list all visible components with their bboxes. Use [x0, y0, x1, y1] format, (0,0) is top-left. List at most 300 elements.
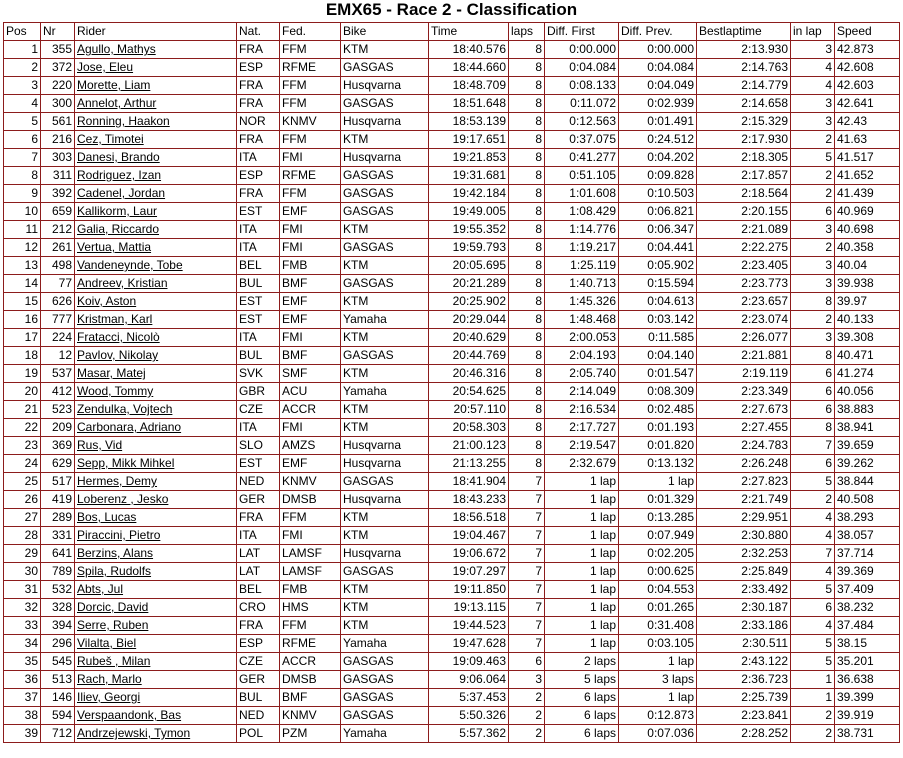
table-row [4, 689, 900, 707]
cell-pos: 34 [4, 635, 41, 653]
cell-laps: 8 [509, 203, 545, 221]
cell-nr: 372 [41, 59, 75, 77]
cell-bestlaptime: 2:23.349 [697, 383, 791, 401]
cell-diff-first: 1 lap [545, 599, 619, 617]
cell-nr: 545 [41, 653, 75, 671]
table-row [4, 527, 900, 545]
cell-diff-prev: 0:04.049 [619, 77, 697, 95]
cell-in-lap: 5 [791, 653, 835, 671]
cell-rider[interactable]: Agullo, Mathys [75, 41, 237, 59]
cell-rider[interactable]: Fratacci, Nicolò [75, 329, 237, 347]
cell-fed: LAMSF [280, 545, 341, 563]
cell-laps: 3 [509, 671, 545, 689]
cell-laps: 8 [509, 329, 545, 347]
cell-fed: BMF [280, 689, 341, 707]
table-row [4, 563, 900, 581]
cell-rider[interactable]: Iliev, Georgi [75, 689, 237, 707]
cell-diff-first: 6 laps [545, 707, 619, 725]
cell-pos: 3 [4, 77, 41, 95]
cell-pos: 20 [4, 383, 41, 401]
table-row [4, 221, 900, 239]
cell-rider[interactable]: Pavlov, Nikolay [75, 347, 237, 365]
cell-in-lap: 3 [791, 113, 835, 131]
column-header-pos: Pos [4, 23, 41, 41]
cell-rider[interactable]: Hermes, Demy [75, 473, 237, 491]
cell-bestlaptime: 2:27.823 [697, 473, 791, 491]
cell-nat: FRA [237, 617, 280, 635]
cell-nat: LAT [237, 545, 280, 563]
cell-diff-prev: 0:04.084 [619, 59, 697, 77]
cell-rider[interactable]: Kristman, Karl [75, 311, 237, 329]
cell-diff-first: 2 laps [545, 653, 619, 671]
cell-nat: BUL [237, 275, 280, 293]
cell-bike: GASGAS [341, 689, 429, 707]
cell-nat: BEL [237, 581, 280, 599]
cell-laps: 7 [509, 581, 545, 599]
cell-nr: 303 [41, 149, 75, 167]
table-row [4, 545, 900, 563]
cell-speed: 39.659 [835, 437, 900, 455]
cell-bike: GASGAS [341, 707, 429, 725]
cell-pos: 26 [4, 491, 41, 509]
cell-fed: AMZS [280, 437, 341, 455]
cell-nr: 394 [41, 617, 75, 635]
cell-laps: 7 [509, 635, 545, 653]
cell-bestlaptime: 2:14.779 [697, 77, 791, 95]
cell-speed: 39.308 [835, 329, 900, 347]
cell-in-lap: 3 [791, 221, 835, 239]
cell-time: 19:17.651 [429, 131, 509, 149]
cell-diff-prev: 0:12.873 [619, 707, 697, 725]
cell-time: 19:42.184 [429, 185, 509, 203]
cell-bestlaptime: 2:14.658 [697, 95, 791, 113]
cell-rider[interactable]: Bos, Lucas [75, 509, 237, 527]
cell-bestlaptime: 2:26.248 [697, 455, 791, 473]
cell-nr: 311 [41, 167, 75, 185]
cell-nat: SVK [237, 365, 280, 383]
cell-fed: PZM [280, 725, 341, 743]
cell-laps: 2 [509, 707, 545, 725]
cell-nat: EST [237, 293, 280, 311]
cell-laps: 8 [509, 293, 545, 311]
cell-nr: 300 [41, 95, 75, 113]
cell-laps: 8 [509, 185, 545, 203]
table-row [4, 635, 900, 653]
cell-in-lap: 4 [791, 509, 835, 527]
cell-nat: ITA [237, 527, 280, 545]
cell-time: 19:21.853 [429, 149, 509, 167]
cell-fed: FFM [280, 131, 341, 149]
cell-nat: ITA [237, 419, 280, 437]
cell-laps: 8 [509, 221, 545, 239]
cell-fed: KNMV [280, 113, 341, 131]
column-header-bestlaptime: Bestlaptime [697, 23, 791, 41]
cell-speed: 37.484 [835, 617, 900, 635]
cell-time: 19:59.793 [429, 239, 509, 257]
cell-fed: RFME [280, 59, 341, 77]
cell-rider[interactable]: Vilalta, Biel [75, 635, 237, 653]
cell-nat: GBR [237, 383, 280, 401]
cell-laps: 8 [509, 131, 545, 149]
cell-nr: 498 [41, 257, 75, 275]
table-row [4, 41, 900, 59]
cell-speed: 35.201 [835, 653, 900, 671]
cell-in-lap: 5 [791, 635, 835, 653]
cell-nat: FRA [237, 77, 280, 95]
cell-bike: Husqvarna [341, 545, 429, 563]
cell-diff-prev: 0:01.329 [619, 491, 697, 509]
cell-nat: CZE [237, 401, 280, 419]
cell-diff-first: 1:08.429 [545, 203, 619, 221]
cell-time: 5:57.362 [429, 725, 509, 743]
cell-rider[interactable]: Andreev, Kristian [75, 275, 237, 293]
cell-laps: 8 [509, 383, 545, 401]
cell-pos: 17 [4, 329, 41, 347]
cell-in-lap: 6 [791, 365, 835, 383]
cell-nr: 392 [41, 185, 75, 203]
cell-rider[interactable]: Masar, Matej [75, 365, 237, 383]
cell-fed: EMF [280, 455, 341, 473]
table-row [4, 77, 900, 95]
cell-diff-first: 1 lap [545, 491, 619, 509]
cell-fed: RFME [280, 167, 341, 185]
cell-bestlaptime: 2:18.564 [697, 185, 791, 203]
cell-pos: 27 [4, 509, 41, 527]
cell-laps: 8 [509, 41, 545, 59]
cell-bike: KTM [341, 617, 429, 635]
cell-diff-first: 1 lap [545, 473, 619, 491]
cell-in-lap: 3 [791, 257, 835, 275]
cell-diff-first: 0:51.105 [545, 167, 619, 185]
classification-table [3, 22, 900, 743]
cell-nat: EST [237, 203, 280, 221]
cell-rider[interactable]: Danesi, Brando [75, 149, 237, 167]
cell-nr: 629 [41, 455, 75, 473]
cell-nr: 594 [41, 707, 75, 725]
cell-bike: GASGAS [341, 671, 429, 689]
cell-diff-prev: 0:06.347 [619, 221, 697, 239]
table-row [4, 419, 900, 437]
cell-pos: 39 [4, 725, 41, 743]
cell-rider[interactable]: Cez, Timotei [75, 131, 237, 149]
cell-pos: 15 [4, 293, 41, 311]
column-header-in-lap: in lap [791, 23, 835, 41]
cell-time: 18:40.576 [429, 41, 509, 59]
cell-nat: FRA [237, 95, 280, 113]
cell-rider[interactable]: Jose, Eleu [75, 59, 237, 77]
cell-rider[interactable]: Morette, Liam [75, 77, 237, 95]
cell-laps: 7 [509, 545, 545, 563]
cell-speed: 41.517 [835, 149, 900, 167]
cell-fed: FFM [280, 185, 341, 203]
cell-rider[interactable]: Loberenz , Jesko [75, 491, 237, 509]
table-row [4, 455, 900, 473]
cell-rider[interactable]: Zendulka, Vojtech [75, 401, 237, 419]
cell-time: 18:48.709 [429, 77, 509, 95]
cell-diff-prev: 0:01.491 [619, 113, 697, 131]
cell-in-lap: 4 [791, 59, 835, 77]
cell-in-lap: 2 [791, 185, 835, 203]
cell-rider[interactable]: Dorcic, David [75, 599, 237, 617]
cell-nr: 209 [41, 419, 75, 437]
cell-rider[interactable]: Rodriguez, Izan [75, 167, 237, 185]
cell-pos: 28 [4, 527, 41, 545]
cell-time: 19:07.297 [429, 563, 509, 581]
cell-laps: 2 [509, 725, 545, 743]
cell-pos: 21 [4, 401, 41, 419]
cell-nat: EST [237, 311, 280, 329]
cell-in-lap: 1 [791, 671, 835, 689]
cell-nat: CRO [237, 599, 280, 617]
cell-diff-first: 1 lap [545, 635, 619, 653]
cell-fed: EMF [280, 293, 341, 311]
cell-diff-prev: 0:02.485 [619, 401, 697, 419]
cell-rider[interactable]: Serre, Ruben [75, 617, 237, 635]
cell-laps: 8 [509, 257, 545, 275]
cell-speed: 40.358 [835, 239, 900, 257]
cell-diff-first: 1:01.608 [545, 185, 619, 203]
table-row [4, 671, 900, 689]
cell-rider[interactable]: Andrzejewski, Tymon [75, 725, 237, 743]
cell-bestlaptime: 2:28.252 [697, 725, 791, 743]
cell-bestlaptime: 2:23.657 [697, 293, 791, 311]
cell-bike: KTM [341, 581, 429, 599]
cell-pos: 36 [4, 671, 41, 689]
cell-nat: ITA [237, 239, 280, 257]
cell-time: 19:49.005 [429, 203, 509, 221]
cell-diff-first: 2:04.193 [545, 347, 619, 365]
cell-laps: 7 [509, 527, 545, 545]
cell-in-lap: 2 [791, 167, 835, 185]
cell-nr: 419 [41, 491, 75, 509]
cell-nat: BEL [237, 257, 280, 275]
cell-bike: GASGAS [341, 473, 429, 491]
cell-bike: GASGAS [341, 653, 429, 671]
cell-nr: 412 [41, 383, 75, 401]
cell-diff-first: 1 lap [545, 581, 619, 599]
cell-time: 5:37.453 [429, 689, 509, 707]
cell-in-lap: 6 [791, 455, 835, 473]
table-row [4, 653, 900, 671]
cell-diff-prev: 0:05.902 [619, 257, 697, 275]
cell-rider[interactable]: Piraccini, Pietro [75, 527, 237, 545]
cell-pos: 16 [4, 311, 41, 329]
cell-speed: 42.608 [835, 59, 900, 77]
cell-pos: 2 [4, 59, 41, 77]
cell-rider[interactable]: Wood, Tommy [75, 383, 237, 401]
cell-in-lap: 3 [791, 275, 835, 293]
cell-in-lap: 3 [791, 41, 835, 59]
cell-speed: 39.938 [835, 275, 900, 293]
cell-time: 20:44.769 [429, 347, 509, 365]
cell-nat: NED [237, 473, 280, 491]
cell-bestlaptime: 2:23.405 [697, 257, 791, 275]
cell-fed: BMF [280, 347, 341, 365]
cell-diff-first: 1:14.776 [545, 221, 619, 239]
cell-nr: 517 [41, 473, 75, 491]
cell-nr: 537 [41, 365, 75, 383]
cell-pos: 12 [4, 239, 41, 257]
cell-diff-prev: 0:02.939 [619, 95, 697, 113]
cell-bike: GASGAS [341, 563, 429, 581]
cell-nr: 77 [41, 275, 75, 293]
cell-fed: RFME [280, 635, 341, 653]
table-row [4, 599, 900, 617]
cell-bike: GASGAS [341, 59, 429, 77]
cell-diff-prev: 0:08.309 [619, 383, 697, 401]
cell-bike: Husqvarna [341, 77, 429, 95]
cell-rider[interactable]: Berzins, Alans [75, 545, 237, 563]
cell-in-lap: 6 [791, 203, 835, 221]
cell-nat: FRA [237, 131, 280, 149]
cell-rider[interactable]: Sepp, Mikk Mihkel [75, 455, 237, 473]
table-row [4, 293, 900, 311]
column-header-nat: Nat. [237, 23, 280, 41]
cell-nat: LAT [237, 563, 280, 581]
cell-laps: 6 [509, 653, 545, 671]
cell-rider[interactable]: Rach, Marlo [75, 671, 237, 689]
cell-pos: 6 [4, 131, 41, 149]
table-body [4, 41, 900, 743]
cell-rider[interactable]: Carbonara, Adriano [75, 419, 237, 437]
cell-nat: ITA [237, 221, 280, 239]
cell-bike: GASGAS [341, 203, 429, 221]
cell-rider[interactable]: Cadenel, Jordan [75, 185, 237, 203]
cell-laps: 7 [509, 491, 545, 509]
cell-rider[interactable]: Vertua, Mattia [75, 239, 237, 257]
cell-bestlaptime: 2:19.119 [697, 365, 791, 383]
cell-speed: 42.43 [835, 113, 900, 131]
cell-time: 19:47.628 [429, 635, 509, 653]
cell-rider[interactable]: Ronning, Haakon [75, 113, 237, 131]
cell-bestlaptime: 2:30.187 [697, 599, 791, 617]
cell-nr: 789 [41, 563, 75, 581]
cell-pos: 19 [4, 365, 41, 383]
table-row [4, 707, 900, 725]
cell-time: 19:09.463 [429, 653, 509, 671]
cell-diff-first: 1:40.713 [545, 275, 619, 293]
cell-time: 18:56.518 [429, 509, 509, 527]
table-row [4, 275, 900, 293]
cell-pos: 38 [4, 707, 41, 725]
cell-laps: 8 [509, 455, 545, 473]
cell-speed: 38.15 [835, 635, 900, 653]
cell-nat: BUL [237, 689, 280, 707]
cell-pos: 7 [4, 149, 41, 167]
column-header-nr: Nr [41, 23, 75, 41]
cell-speed: 40.698 [835, 221, 900, 239]
cell-pos: 24 [4, 455, 41, 473]
cell-diff-prev: 1 lap [619, 689, 697, 707]
cell-rider[interactable]: Kallikorm, Laur [75, 203, 237, 221]
cell-nr: 212 [41, 221, 75, 239]
cell-laps: 8 [509, 401, 545, 419]
cell-bestlaptime: 2:23.074 [697, 311, 791, 329]
cell-bike: Yamaha [341, 635, 429, 653]
cell-bike: GASGAS [341, 185, 429, 203]
cell-bestlaptime: 2:25.739 [697, 689, 791, 707]
cell-diff-first: 0:00.000 [545, 41, 619, 59]
cell-in-lap: 4 [791, 617, 835, 635]
cell-rider[interactable]: Verspaandonk, Bas [75, 707, 237, 725]
cell-nr: 289 [41, 509, 75, 527]
cell-speed: 38.883 [835, 401, 900, 419]
cell-nat: ESP [237, 59, 280, 77]
cell-diff-prev: 0:07.949 [619, 527, 697, 545]
cell-in-lap: 4 [791, 77, 835, 95]
cell-time: 20:40.629 [429, 329, 509, 347]
cell-fed: EMF [280, 311, 341, 329]
cell-fed: FFM [280, 41, 341, 59]
cell-bike: KTM [341, 527, 429, 545]
cell-nr: 777 [41, 311, 75, 329]
table-row [4, 725, 900, 743]
cell-bike: Husqvarna [341, 149, 429, 167]
cell-diff-prev: 0:01.193 [619, 419, 697, 437]
cell-in-lap: 5 [791, 473, 835, 491]
cell-nat: ITA [237, 149, 280, 167]
cell-bike: Husqvarna [341, 113, 429, 131]
table-row [4, 437, 900, 455]
cell-fed: FFM [280, 509, 341, 527]
cell-pos: 5 [4, 113, 41, 131]
cell-bestlaptime: 2:27.455 [697, 419, 791, 437]
cell-rider[interactable]: Rubeš , Milan [75, 653, 237, 671]
cell-rider[interactable]: Galia, Riccardo [75, 221, 237, 239]
cell-in-lap: 6 [791, 599, 835, 617]
cell-bestlaptime: 2:30.511 [697, 635, 791, 653]
cell-speed: 38.293 [835, 509, 900, 527]
cell-rider[interactable]: Abts, Jul [75, 581, 237, 599]
cell-diff-first: 2:14.049 [545, 383, 619, 401]
cell-bike: KTM [341, 293, 429, 311]
table-row [4, 581, 900, 599]
cell-rider[interactable]: Rus, Vid [75, 437, 237, 455]
cell-nat: EST [237, 455, 280, 473]
cell-fed: HMS [280, 599, 341, 617]
cell-diff-first: 2:17.727 [545, 419, 619, 437]
cell-bike: Yamaha [341, 311, 429, 329]
cell-diff-prev: 0:00.000 [619, 41, 697, 59]
table-row [4, 617, 900, 635]
cell-rider[interactable]: Spila, Rudolfs [75, 563, 237, 581]
cell-diff-first: 1:48.468 [545, 311, 619, 329]
cell-rider[interactable]: Annelot, Arthur [75, 95, 237, 113]
table-row [4, 311, 900, 329]
cell-diff-first: 1:19.217 [545, 239, 619, 257]
cell-rider[interactable]: Vandeneynde, Tobe [75, 257, 237, 275]
cell-speed: 41.439 [835, 185, 900, 203]
cell-nat: BUL [237, 347, 280, 365]
cell-laps: 7 [509, 563, 545, 581]
cell-time: 19:13.115 [429, 599, 509, 617]
cell-in-lap: 2 [791, 725, 835, 743]
cell-nr: 523 [41, 401, 75, 419]
cell-speed: 40.133 [835, 311, 900, 329]
cell-rider[interactable]: Koiv, Aston [75, 293, 237, 311]
cell-pos: 35 [4, 653, 41, 671]
cell-speed: 40.04 [835, 257, 900, 275]
cell-speed: 37.409 [835, 581, 900, 599]
cell-bestlaptime: 2:27.673 [697, 401, 791, 419]
cell-pos: 1 [4, 41, 41, 59]
cell-diff-prev: 0:03.142 [619, 311, 697, 329]
cell-diff-prev: 0:01.820 [619, 437, 697, 455]
cell-laps: 8 [509, 275, 545, 293]
cell-fed: ACU [280, 383, 341, 401]
cell-time: 20:46.316 [429, 365, 509, 383]
cell-speed: 41.63 [835, 131, 900, 149]
